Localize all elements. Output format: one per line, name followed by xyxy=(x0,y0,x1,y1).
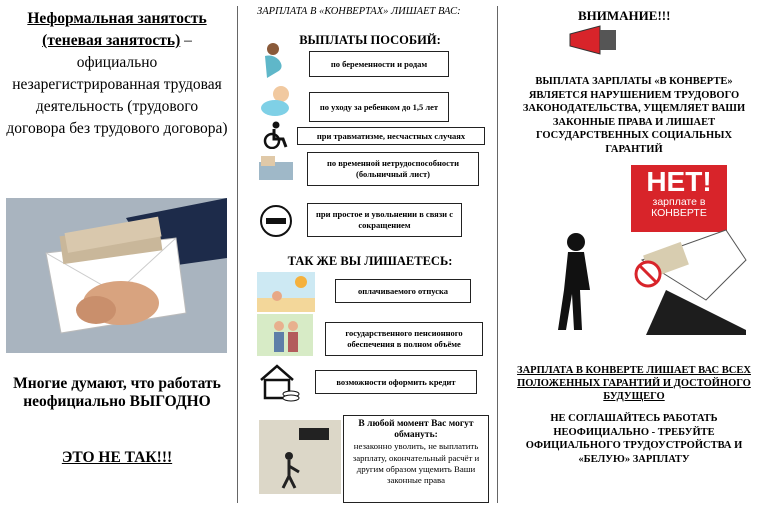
sick-leave-icon xyxy=(257,152,295,184)
benefit-item: по временной нетрудоспособности (больничный лист) xyxy=(307,152,479,186)
definition-title: Неформальная занятость (теневая занятость) xyxy=(27,10,207,49)
benefit-item: при травматизме, несчастных случаях xyxy=(297,127,485,145)
benefit-item: при простое и увольнении в связи с сокращением xyxy=(307,203,462,237)
house-coins-icon xyxy=(257,360,301,404)
attention-heading: ВНИМАНИЕ!!! xyxy=(578,8,671,23)
stamp-small-text: зарплате в xyxy=(652,196,706,208)
vacation-icon xyxy=(257,272,315,312)
also-lose-title: ТАК ЖЕ ВЫ ЛИШАЕТЕСЬ: xyxy=(287,254,453,268)
stamp-big-text: НЕТ! xyxy=(646,166,712,197)
refusing-envelope-illustration xyxy=(546,220,756,335)
demand-official-text: НЕ СОГЛАШАЙТЕСЬ РАБОТАТЬ НЕОФИЦИАЛЬНО - ТРЕБУЙТЕ ОФИЦИАЛЬНОГО ТРУДОУСТРОЙСТВА И «БЕЛУЮ» ЗАРПЛАТУ xyxy=(525,413,743,465)
middle-panel xyxy=(243,0,497,509)
left-panel xyxy=(0,0,232,509)
benefit-item: по беременности и родам xyxy=(309,51,449,77)
divider-1 xyxy=(237,6,238,503)
envelope-illustration xyxy=(6,198,227,353)
fired-employee-icon xyxy=(259,420,341,494)
stamp-small-text-2: КОНВЕРТЕ xyxy=(651,207,707,219)
violation-text: ВЫПЛАТА ЗАРПЛАТЫ «В КОНВЕРТЕ» ЯВЛЯЕТСЯ НАРУШЕНИЕМ ТРУДОВОГО ЗАКОНОДАТЕЛЬСТВА, УЩЕМЛЯЕТ ВАШИ ЗАКОННЫЕ ПРАВА И ЛИШАЕТ ГОСУДАРСТВЕННЫХ СОЦИАЛЬНЫХ ГАРАНТИЙ xyxy=(522,76,746,155)
envelope-deprives-header: ЗАРПЛАТА В «КОНВЕРТАХ» ЛИШАЕТ ВАС: xyxy=(257,6,461,17)
definition-text xyxy=(6,8,228,140)
deprives-guarantees-text: ЗАРПЛАТА В КОНВЕРТЕ ЛИШАЕТ ВАС ВСЕХ ПОЛОЖЕННЫХ ГАРАНТИЙ И ДОСТОЙНОГО БУДУЩЕГО xyxy=(517,365,751,402)
warning-box xyxy=(343,415,489,503)
warning-title: В любой момент Вас могут обмануть: xyxy=(358,419,474,441)
minus-circle-icon xyxy=(259,204,293,238)
also-lose-item: оплачиваемого отпуска xyxy=(335,279,471,303)
warning-text: незаконно уволить, не выплатить зарплату, окончательный расчёт и другим образом ущемить Ваши законные права xyxy=(352,441,480,486)
not-so-text: ЭТО НЕ ТАК!!! xyxy=(61,449,173,466)
wheelchair-icon xyxy=(261,121,289,149)
pregnant-woman-icon xyxy=(259,42,287,80)
also-lose-item: возможности оформить кредит xyxy=(315,370,477,394)
megaphone-icon xyxy=(566,24,626,56)
many-think-text: Многие думают, что работать неофициально ВЫГОДНО xyxy=(13,375,221,410)
baby-icon xyxy=(259,84,295,118)
pensioners-icon xyxy=(257,314,313,356)
right-panel xyxy=(508,0,760,509)
benefit-item: по уходу за ребенком до 1,5 лет xyxy=(309,92,449,122)
divider-2 xyxy=(497,6,498,503)
also-lose-item: государственного пенсионного обеспечения в полном объёме xyxy=(325,322,483,356)
definition-body: – официально незарегистрированная трудовая деятельность (трудового договора без трудового договора) xyxy=(6,32,228,137)
benefits-title: ВЫПЛАТЫ ПОСОБИЙ: xyxy=(299,33,441,47)
